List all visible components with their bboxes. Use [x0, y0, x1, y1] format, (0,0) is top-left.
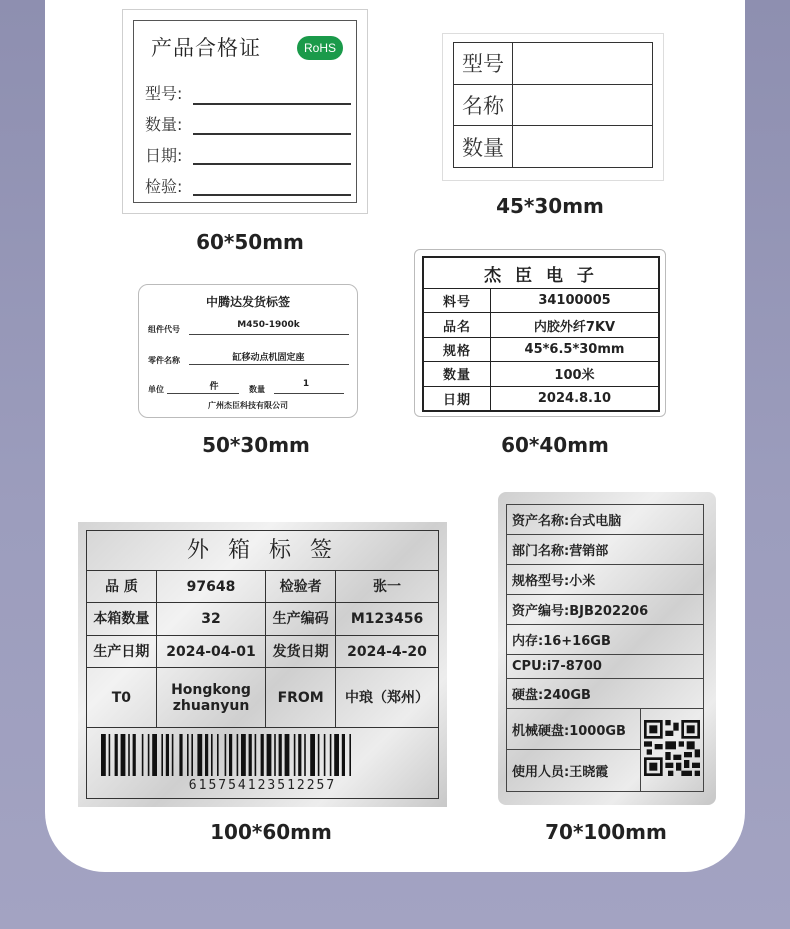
field-line	[193, 103, 351, 105]
origin-line-2: zhuanyun	[172, 697, 250, 714]
asset-row: 规格型号:小米	[507, 564, 704, 594]
cell-origin	[156, 668, 265, 728]
caption-60x50: 60*50mm	[196, 230, 304, 254]
row-value: 2024.8.10	[491, 386, 660, 411]
caption-45x30: 45*30mm	[496, 194, 604, 218]
field-line	[167, 393, 239, 394]
qty-label: 数量	[249, 385, 265, 394]
cell: 检验者	[266, 571, 336, 603]
field-line	[189, 364, 349, 365]
asset-row: 资产名称:台式电脑	[507, 505, 704, 535]
field-quantity: 数量:	[145, 115, 183, 134]
shipping-title: 中腾达发货标签	[205, 295, 290, 309]
cell: 生产编码	[266, 603, 336, 635]
cell: 生产日期	[87, 635, 157, 667]
cell: 品 质	[87, 571, 157, 603]
simple-label	[442, 33, 664, 181]
outer-box-title: 外 箱 标 签	[87, 531, 439, 571]
cell-empty	[513, 126, 653, 168]
field-line	[274, 393, 344, 394]
shipping-label	[138, 284, 358, 418]
field-line	[189, 334, 349, 335]
field-line	[193, 194, 351, 196]
cell: 本箱数量	[87, 603, 157, 635]
cell: 32	[156, 603, 265, 635]
outer-box-label	[78, 522, 447, 807]
row-value: 内胶外纤7KV	[491, 313, 660, 337]
cell: 张一	[336, 571, 439, 603]
asset-table	[506, 504, 704, 792]
barcode-area	[86, 728, 439, 799]
row-key: 规格	[423, 337, 491, 361]
field-date: 日期:	[145, 146, 183, 165]
cell: T0	[87, 668, 157, 728]
part-code-label: 组件代号	[148, 325, 180, 334]
asset-row: 硬盘:240GB	[507, 679, 704, 709]
certificate-label	[122, 9, 368, 214]
unit-value: 件	[209, 382, 219, 392]
caption-70x100: 70*100mm	[545, 820, 667, 844]
row-key: 日期	[423, 386, 491, 411]
field-inspection: 检验:	[145, 177, 183, 196]
asset-row: 部门名称:营销部	[507, 534, 704, 564]
rohs-badge: RoHS	[297, 36, 343, 60]
row-key: 数量	[423, 362, 491, 386]
cell: FROM	[266, 668, 336, 728]
part-name-value: 缸移动点机固定座	[232, 353, 305, 363]
cell-model: 型号	[454, 43, 513, 85]
row-key: 料号	[423, 289, 491, 313]
origin-line-1: Hongkong	[171, 681, 251, 698]
electronics-title: 杰 臣 电 子	[423, 257, 659, 289]
cell: M123456	[336, 603, 439, 635]
asset-row: 资产编号:BJB202206	[507, 594, 704, 624]
part-code-value: M450-1900k	[237, 320, 300, 330]
asset-row: 使用人员:王晓霞	[507, 750, 641, 792]
caption-60x40: 60*40mm	[501, 433, 609, 457]
asset-label	[498, 492, 716, 805]
cell: 2024-4-20	[336, 635, 439, 667]
qty-value: 1	[302, 379, 310, 389]
electronics-label	[414, 249, 666, 417]
caption-100x60: 100*60mm	[210, 820, 332, 844]
company-name: 广州杰臣科技有限公司	[208, 401, 288, 410]
asset-row: 内存:16+16GB	[507, 624, 704, 654]
field-line	[193, 133, 351, 135]
row-value: 45*6.5*30mm	[491, 337, 660, 361]
row-key: 品名	[423, 313, 491, 337]
barcode-icon	[101, 734, 426, 776]
cell: 2024-04-01	[156, 635, 265, 667]
unit-label: 单位	[148, 385, 164, 394]
caption-50x30: 50*30mm	[202, 433, 310, 457]
cell-empty	[513, 43, 653, 85]
qr-cell	[641, 709, 704, 792]
cell-empty	[513, 84, 653, 126]
row-value: 100米	[491, 362, 660, 386]
simple-label-table	[453, 42, 653, 168]
row-value: 34100005	[491, 289, 660, 313]
qr-code-icon	[644, 720, 700, 776]
asset-row: CPU:i7-8700	[507, 654, 704, 678]
cell-name: 名称	[454, 84, 513, 126]
part-name-label: 零件名称	[148, 356, 180, 365]
cell: 中琅（郑州）	[336, 668, 439, 728]
barcode-number: 615754123512257	[188, 778, 337, 793]
field-line	[193, 163, 351, 165]
electronics-table	[422, 256, 660, 412]
cell: 发货日期	[266, 635, 336, 667]
field-model: 型号:	[145, 84, 183, 103]
asset-row: 机械硬盘:1000GB	[507, 709, 641, 750]
outer-box-table	[86, 530, 439, 728]
cell: 97648	[156, 571, 265, 603]
cell-quantity: 数量	[454, 126, 513, 168]
certificate-title: 产品合格证	[151, 36, 261, 60]
